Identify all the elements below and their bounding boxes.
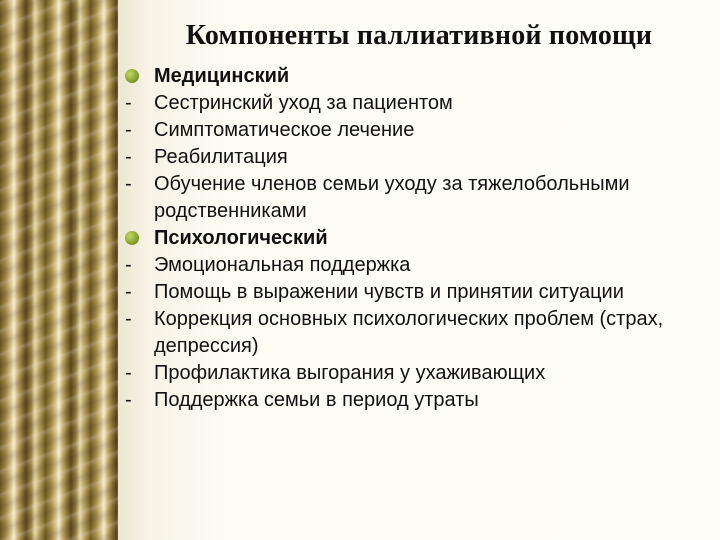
- list-item-text: Поддержка семьи в период утраты: [154, 389, 479, 411]
- list-item: [122, 90, 712, 117]
- list-item-text: Сестринский уход за пациентом: [154, 92, 453, 114]
- list-item: [122, 387, 712, 414]
- slide-title: Компоненты паллиативной помощи: [185, 20, 653, 51]
- list-item: [122, 144, 712, 171]
- list-item-text: Помощь в выражении чувств и принятии ситуации: [154, 281, 624, 303]
- bullet-icon: [125, 231, 139, 245]
- list-item: [122, 63, 712, 90]
- bullet-icon: [125, 69, 139, 83]
- list-item-text: Коррекция основных психологических проблем (страх, депрессия): [154, 308, 664, 357]
- list-item-text: Эмоциональная поддержка: [154, 254, 411, 276]
- dash-icon: -: [125, 92, 132, 114]
- dash-icon: -: [125, 362, 132, 384]
- list-item: [122, 360, 712, 387]
- list-item-text: Реабилитация: [154, 146, 288, 168]
- list-item-text: Профилактика выгорания у ухаживающих: [154, 362, 546, 384]
- list-item: [122, 279, 712, 306]
- dash-icon: -: [125, 308, 132, 330]
- dash-icon: -: [125, 254, 132, 276]
- dash-icon: -: [125, 146, 132, 168]
- dash-icon: -: [125, 173, 132, 195]
- decorative-gold-band: [0, 0, 118, 540]
- dash-icon: -: [125, 119, 132, 141]
- dash-icon: -: [125, 389, 132, 411]
- list-item: [122, 225, 712, 252]
- list-item: [122, 171, 712, 225]
- dash-icon: -: [125, 281, 132, 303]
- list-item: [122, 306, 712, 360]
- list-item-text: Симптоматическое лечение: [154, 119, 415, 141]
- list-item-text: Обучение членов семьи уходу за тяжелобольными родственниками: [154, 173, 630, 222]
- bullet-list: [122, 63, 712, 414]
- list-item: [122, 252, 712, 279]
- list-item: [122, 117, 712, 144]
- list-item-text: Медицинский: [154, 65, 290, 87]
- list-item-text: Психологический: [154, 227, 328, 249]
